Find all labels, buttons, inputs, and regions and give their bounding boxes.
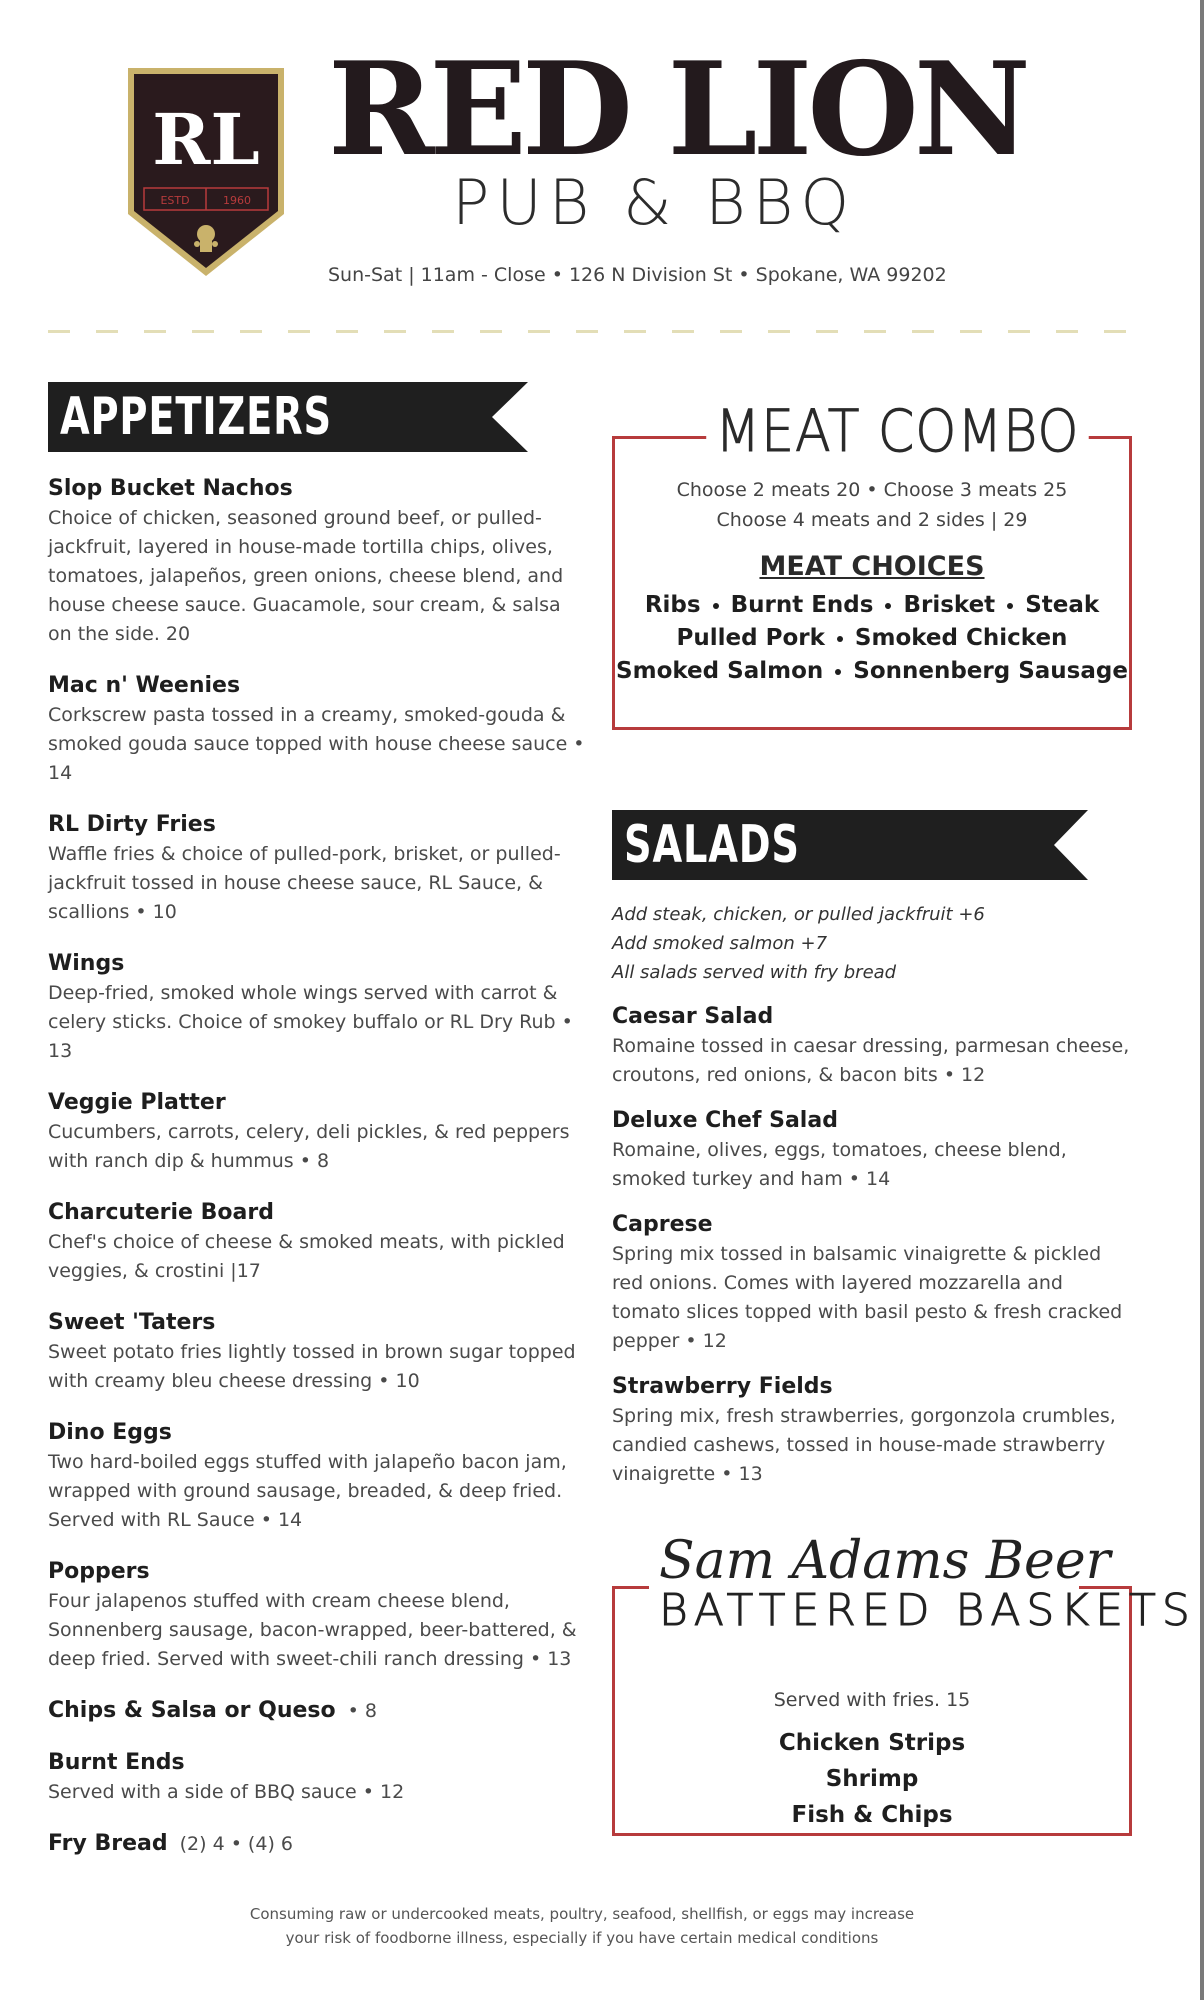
disclaimer-line: Consuming raw or undercooked meats, poultry, seafood, shellfish, or eggs may increase xyxy=(249,1905,915,1923)
salad-note: Add steak, chicken, or pulled jackfruit +6 xyxy=(612,904,985,925)
basket-item: Fish & Chips xyxy=(791,1802,953,1828)
dashed-divider xyxy=(48,330,1132,333)
meat-choice: Burnt Ends xyxy=(730,592,874,618)
disclaimer-line: your risk of foodborne illness, especially if you have certain medical conditions xyxy=(285,1929,879,1947)
logo-initials: RL xyxy=(152,98,260,181)
menu-item xyxy=(48,1829,588,1859)
logo-year: 1960 xyxy=(223,194,251,207)
meat-choices-row xyxy=(615,622,1129,655)
hours-and-address xyxy=(328,264,1028,286)
hours: Sun-Sat | 11am - Close xyxy=(328,264,546,286)
item-description: Spring mix, fresh strawberries, gorgonzola crumbles, candied cashews, tossed in house-made strawberry vinaigrette • 13 xyxy=(612,1405,1116,1485)
menu-item xyxy=(48,1198,588,1286)
logo-estd: ESTD xyxy=(160,194,190,207)
meat-combo-heading: MEAT COMBO xyxy=(706,397,1088,465)
item-name: Wings xyxy=(48,951,125,976)
page-edge xyxy=(1200,0,1204,2000)
salads-list xyxy=(612,1002,1132,1505)
meat-choice: Steak xyxy=(1025,592,1100,618)
item-description: Four jalapenos stuffed with cream cheese blend, Sonnenberg sausage, bacon-wrapped, beer-battered, & deep fried. Served with sweet-chili ranch dressing • 13 xyxy=(48,1590,577,1670)
menu-item xyxy=(48,949,588,1066)
basket-item: Chicken Strips xyxy=(778,1730,966,1756)
menu-item xyxy=(612,1106,1132,1194)
item-name: Sweet 'Taters xyxy=(48,1310,216,1335)
appetizers-list xyxy=(48,474,588,1881)
item-price: • 8 xyxy=(347,1700,377,1722)
meat-choice: Smoked Salmon xyxy=(616,658,824,684)
salads-banner xyxy=(612,810,1088,880)
menu-item xyxy=(48,1557,588,1674)
item-description: Deep-fried, smoked whole wings served with carrot & celery sticks. Choice of smokey buffalo or RL Dry Rub • 13 xyxy=(48,982,573,1062)
baskets-heading-block: BATTERED BASKETS xyxy=(659,1585,1196,1636)
item-description: Romaine tossed in caesar dressing, parmesan cheese, croutons, red onions, & bacon bits • 12 xyxy=(612,1035,1130,1086)
meat-choices-list xyxy=(615,589,1129,688)
restaurant-subtitle: PUB & BBQ xyxy=(452,166,857,239)
menu-item xyxy=(48,671,588,788)
meat-choice: Brisket xyxy=(903,592,996,618)
item-name: Charcuterie Board xyxy=(48,1200,274,1225)
health-disclaimer xyxy=(230,1902,934,1950)
city-state-zip: Spokane, WA 99202 xyxy=(755,264,947,286)
item-description: Chef's choice of cheese & smoked meats, with pickled veggies, & crostini |17 xyxy=(48,1231,565,1282)
item-description: Corkscrew pasta tossed in a creamy, smoked-gouda & smoked gouda sauce topped with house cheese sauce • 14 xyxy=(48,704,585,784)
appetizers-heading: APPETIZERS xyxy=(60,387,332,447)
baskets-served-with: Served with fries. 15 xyxy=(773,1689,971,1711)
item-name: Slop Bucket Nachos xyxy=(48,476,293,501)
bullet-dot xyxy=(713,603,719,609)
menu-item xyxy=(48,474,588,649)
item-description: Spring mix tossed in balsamic vinaigrette & pickled red onions. Comes with layered mozzarella and tomato slices topped with basil pesto & fresh cracked pepper • 12 xyxy=(612,1243,1123,1352)
item-description: Waffle fries & choice of pulled-pork, brisket, or pulled-jackfruit tossed in house cheese sauce, RL Sauce, & scallions • 10 xyxy=(48,843,561,923)
item-name: Mac n' Weenies xyxy=(48,673,241,698)
battered-baskets-box xyxy=(612,1531,1196,1836)
menu-item xyxy=(612,1210,1132,1356)
item-name: Deluxe Chef Salad xyxy=(612,1108,838,1133)
item-name: Dino Eggs xyxy=(48,1420,172,1445)
combo-pricing xyxy=(615,475,1129,535)
meat-combo-box xyxy=(612,397,1132,730)
item-name: Poppers xyxy=(48,1559,150,1584)
item-name: Burnt Ends xyxy=(48,1750,185,1775)
item-name: RL Dirty Fries xyxy=(48,812,216,837)
salad-note: All salads served with fry bread xyxy=(612,962,897,983)
baskets-list xyxy=(615,1725,1129,1833)
street-address: 126 N Division St xyxy=(568,264,733,286)
item-name: Fry Bread xyxy=(48,1831,168,1856)
baskets-heading-script: Sam Adams Beer xyxy=(659,1531,1111,1591)
restaurant-name: RED LION xyxy=(328,35,1026,185)
bullet-dot xyxy=(1007,603,1013,609)
item-description: Romaine, olives, eggs, tomatoes, cheese blend, smoked turkey and ham • 14 xyxy=(612,1139,1067,1190)
item-description: Two hard-boiled eggs stuffed with jalapeño bacon jam, wrapped with ground sausage, breaded, & deep fried. Served with RL Sauce • 14 xyxy=(48,1451,567,1531)
item-description: Choice of chicken, seasoned ground beef, or pulled-jackfruit, layered in house-made tortilla chips, olives, tomatoes, jalapeños, green onions, cheese blend, and house cheese sauce. Guacamole, sour cream, & salsa on the side. 20 xyxy=(48,507,564,645)
appetizers-banner xyxy=(48,382,528,452)
menu-item xyxy=(48,1748,588,1807)
item-price: (2) 4 • (4) 6 xyxy=(179,1833,293,1855)
salad-add-ons xyxy=(612,900,1132,987)
meat-choice: Ribs xyxy=(644,592,701,618)
meat-choice: Smoked Chicken xyxy=(854,625,1068,651)
menu-item xyxy=(48,1696,588,1726)
meat-choices-row xyxy=(615,655,1129,688)
menu-item xyxy=(612,1372,1132,1489)
meat-choice: Pulled Pork xyxy=(676,625,825,651)
baskets-heading xyxy=(649,1531,1196,1636)
item-name: Chips & Salsa or Queso xyxy=(48,1698,336,1723)
item-name: Strawberry Fields xyxy=(612,1374,833,1399)
salads-heading: SALADS xyxy=(624,815,800,875)
item-description: Sweet potato fries lightly tossed in brown sugar topped with creamy bleu cheese dressing • 10 xyxy=(48,1341,576,1392)
bullet-dot xyxy=(885,603,891,609)
item-description: Served with a side of BBQ sauce • 12 xyxy=(48,1781,405,1803)
separator-dot: • xyxy=(738,264,756,286)
menu-item xyxy=(48,1418,588,1535)
bullet-dot xyxy=(835,669,841,675)
basket-item: Shrimp xyxy=(825,1766,919,1792)
menu-item xyxy=(48,810,588,927)
menu-item xyxy=(48,1088,588,1176)
meat-choice: Sonnenberg Sausage xyxy=(853,658,1128,684)
bullet-dot xyxy=(837,636,843,642)
item-description: Cucumbers, carrots, celery, deli pickles, & red peppers with ranch dip & hummus • 8 xyxy=(48,1121,570,1172)
item-name: Caprese xyxy=(612,1212,713,1237)
menu-item xyxy=(48,1308,588,1396)
pricing-line: Choose 4 meats and 2 sides | 29 xyxy=(716,509,1028,531)
pricing-line: Choose 2 meats 20 • Choose 3 meats 25 xyxy=(676,479,1068,501)
item-name: Veggie Platter xyxy=(48,1090,226,1115)
meat-choices-row xyxy=(615,589,1129,622)
menu-item xyxy=(612,1002,1132,1090)
meat-choices-title: MEAT CHOICES xyxy=(759,551,985,582)
item-name: Caesar Salad xyxy=(612,1004,774,1029)
red-lion-logo xyxy=(124,64,288,280)
separator-dot: • xyxy=(551,264,569,286)
salad-note: Add smoked salmon +7 xyxy=(612,933,828,954)
